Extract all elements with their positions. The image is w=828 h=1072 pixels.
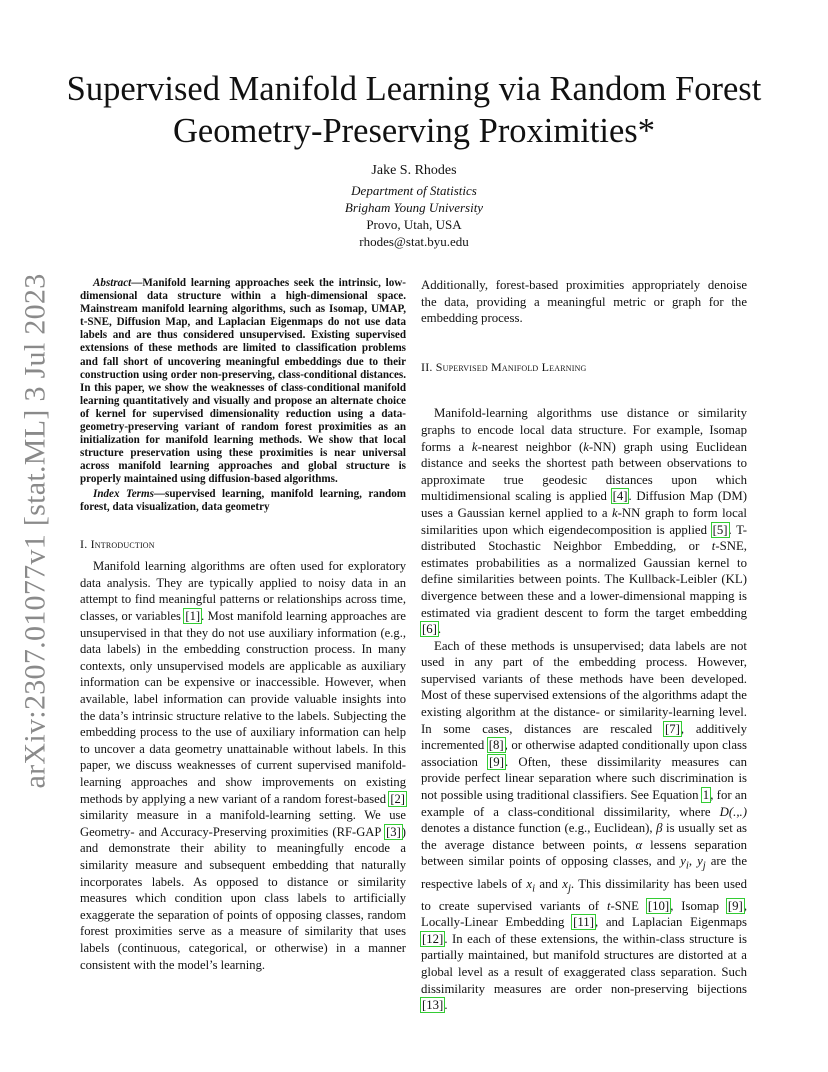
math-symbol: x	[526, 876, 533, 891]
citation-link[interactable]: [9]	[489, 754, 504, 769]
index-terms	[80, 488, 406, 514]
abstract-label: Abstract	[93, 277, 132, 289]
abstract-text: —Manifold learning approaches seek the intrinsic, low-dimensional data structure within a high-dimensional space. Mainstream manifold learning algorithms, such as Isomap, UMAP, t-SNE, Diffusion Map, and Laplacian Eigenmaps do not use data labels and are thus considered unsupervised. Existing supervised extensions of these methods are limited to classification problems and fall short of uncovering meaningful embeddings due to their construction using order non-preserving, class-conditional distances. In this paper, we show the weaknesses of class-conditional manifold learning quantitatively and visually and propose an alternate choice of kernel for supervised dimensionality reduction using a data-geometry-preserving variant of random forest proximities as an initialization for manifold learning methods. We show that local structure preservation using these proximities is near universal across manifold learning approaches and global structure is properly maintained using diffusion-based algorithms.	[80, 277, 406, 486]
index-terms-text: —supervised learning, manifold learning, random forest, data visualization, data geometry	[80, 487, 406, 513]
title-line-2: Geometry-Preserving Proximities*	[173, 112, 655, 150]
citation-link[interactable]: [5]	[712, 522, 728, 537]
citation-link[interactable]: [8]	[488, 738, 504, 753]
body-text: -nearest neighbor (	[477, 439, 584, 454]
introduction-continuation: Additionally, forest-based proximities appropriately denoise the data, providing a meaningful metric or graph for the embedding process.	[421, 278, 747, 326]
math-subscript: i	[685, 860, 689, 872]
author-block	[214, 162, 614, 250]
body-text: .	[437, 622, 442, 637]
author-name: Jake S. Rhodes	[371, 163, 457, 178]
body-text: , for an example of a class-conditional dissimilarity, where	[421, 788, 747, 819]
citation-link[interactable]: [11]	[573, 915, 594, 930]
math-symbol: x	[562, 876, 568, 891]
body-text: .	[444, 998, 448, 1013]
body-text: . T-distributed Stochastic Neighbor Embedding, or	[421, 522, 747, 554]
citation-link[interactable]: [7]	[664, 721, 680, 736]
right-column	[421, 277, 747, 1014]
math-subscript: j	[702, 860, 706, 872]
math-symbol: k	[471, 439, 478, 454]
citation-link[interactable]: [4]	[612, 489, 628, 504]
math-symbol: t	[711, 539, 716, 554]
citation-link[interactable]: [12]	[422, 931, 444, 946]
author-university: Brigham Young University	[344, 200, 484, 215]
body-text: , additively incremented	[421, 721, 748, 753]
body-text: , or otherwise adapted conditionally upon class association	[421, 738, 747, 769]
body-text: is usually set as the average distance between points,	[421, 821, 747, 852]
body-text: are the respective labels of	[421, 854, 747, 891]
math-symbol: α	[635, 837, 643, 852]
math-subscript: i	[532, 883, 536, 895]
left-column	[80, 277, 406, 973]
body-text: . This dissimilarity has been used to create supervised variants of	[421, 876, 747, 913]
body-text: denotes a distance function (e.g., Euclidean),	[421, 821, 657, 836]
body-text: -NN) graph using Euclidean distance and seeks the shortest path between observations to approximate true geodesic distances upon which multidimensional scaling is applied	[421, 439, 747, 504]
manifold-paragraph-2	[421, 638, 747, 1014]
intro-text: similarity measure in a manifold-learning setting. We use Geometry- and Accuracy-Preserving proximities (RF-GAP	[80, 808, 406, 839]
citation-link[interactable]: [2]	[390, 791, 405, 806]
section-heading-supervised-manifold-learning: II. Supervised Manifold Learning	[421, 359, 587, 374]
body-text: . In each of these extensions, the within-class structure is partially maintained, but manifold structures are distorted at a global level as a result of exaggerated class separation. Such dissimilarity measures are order non-preserving bijections	[421, 931, 747, 996]
math-symbol: y	[680, 854, 686, 869]
index-terms-label: Index Terms	[93, 487, 154, 500]
math-symbol: t	[606, 898, 611, 913]
abstract	[80, 277, 406, 487]
section-heading-introduction: I. Introduction	[80, 536, 155, 551]
body-text: and	[535, 876, 563, 891]
math-symbol: β	[656, 821, 663, 836]
intro-text: ) and demonstrate their ability to meaningfully encode a similarity measure and subsequent embedding that naturally incorporates labels. As opposed to distance or similarity measures which condition upon class labels to artificially exaggerate the separation of points of opposing classes, random forest proximities serve as a measure of similarity that uses labels (continuous, categorical, or otherwise) in a manner consistent with the model’s learning.	[80, 824, 406, 972]
math-symbol: k	[583, 439, 589, 454]
intro-text: . Most manifold learning approaches are unsupervised in that they do not use auxiliary information (e.g., data labels) in the embedding construction process. In many contexts, only unsupervised models are applicable as auxiliary information can be expensive or inaccessible. However, when available, label information can provide valuable insights into the data’s intrinsic structure relative to the labels. Subjecting the embedding process to the use of auxiliary information can help to uncover a data geometry unattainable without labels. In this paper, we discuss weaknesses of current supervised manifold-learning approaches and show improvements on existing methods by applying a new variant of a random forest-based	[80, 609, 407, 806]
body-text: ,	[688, 854, 698, 869]
math-symbol: D(.,.)	[719, 804, 747, 819]
manifold-paragraph-1	[421, 405, 747, 637]
body-text: , Locally-Linear Embedding	[421, 898, 748, 930]
introduction-paragraph	[80, 558, 406, 973]
citation-link[interactable]: [1]	[185, 609, 201, 624]
title-line-1: Supervised Manifold Learning via Random Forest	[66, 70, 762, 108]
body-text: -SNE	[610, 898, 647, 913]
intro-text: Manifold learning algorithms are often used for exploratory data analysis. They are typically applied to noisy data in an attempt to find meaningful patterns or relationships across time, classes, or variables	[80, 559, 406, 624]
author-location: Provo, Utah, USA	[366, 217, 462, 232]
citation-link[interactable]: [6]	[422, 622, 437, 637]
arxiv-identifier-stamp	[10, 273, 60, 789]
body-text: , and Laplacian Eigenmaps	[594, 915, 747, 930]
citation-link[interactable]: [13]	[422, 998, 444, 1013]
body-text: Each of these methods is unsupervised; data labels are not used in any part of the embedding process. However, supervised variants of these methods have been developed. Most of these supervised extensions of the algorithms adapt the existing algorithm at the distance- or similarity-learning level. In some cases, distances are rescaled	[421, 638, 747, 736]
body-text: . Often, these dissimilarity measures can provide perfect linear separation where such discrimination is not possible using traditional classifiers. See Equation	[421, 754, 748, 803]
body-text: Manifold-learning algorithms use distance or similarity graphs to encode local data structure. For example, Isomap forms a	[421, 406, 747, 454]
body-text: . Diffusion Map (DM) uses a Gaussian kernel applied to a	[421, 489, 747, 520]
math-subscript: j	[567, 883, 571, 895]
citation-link[interactable]: [9]	[727, 898, 743, 913]
body-text: , Isomap	[670, 898, 727, 913]
citation-link[interactable]: [3]	[386, 824, 401, 839]
arxiv-identifier-text: arXiv:2307.01077v1 [stat.ML] 3 Jul 2023	[18, 273, 51, 789]
body-text: lessens separation between similar points of opposing classes, and	[421, 837, 747, 869]
body-text: -NN graph to form local similarities upon which eigendecomposition is applied	[421, 505, 747, 537]
body-text: -SNE, estimates probabilities as a normalized Gaussian kernel to define similarities between points. The Kullback-Leibler (KL) divergence between these and a lower-dimensional mapping is estimated via gradient descent to form the target embedding	[421, 539, 747, 620]
author-department: Department of Statistics	[351, 183, 477, 198]
equation-link[interactable]: 1	[702, 788, 710, 803]
math-symbol: y	[697, 854, 703, 869]
math-symbol: k	[611, 505, 618, 520]
paper-title	[60, 68, 768, 152]
author-email: rhodes@stat.byu.edu	[359, 234, 469, 249]
citation-link[interactable]: [10]	[647, 898, 670, 913]
